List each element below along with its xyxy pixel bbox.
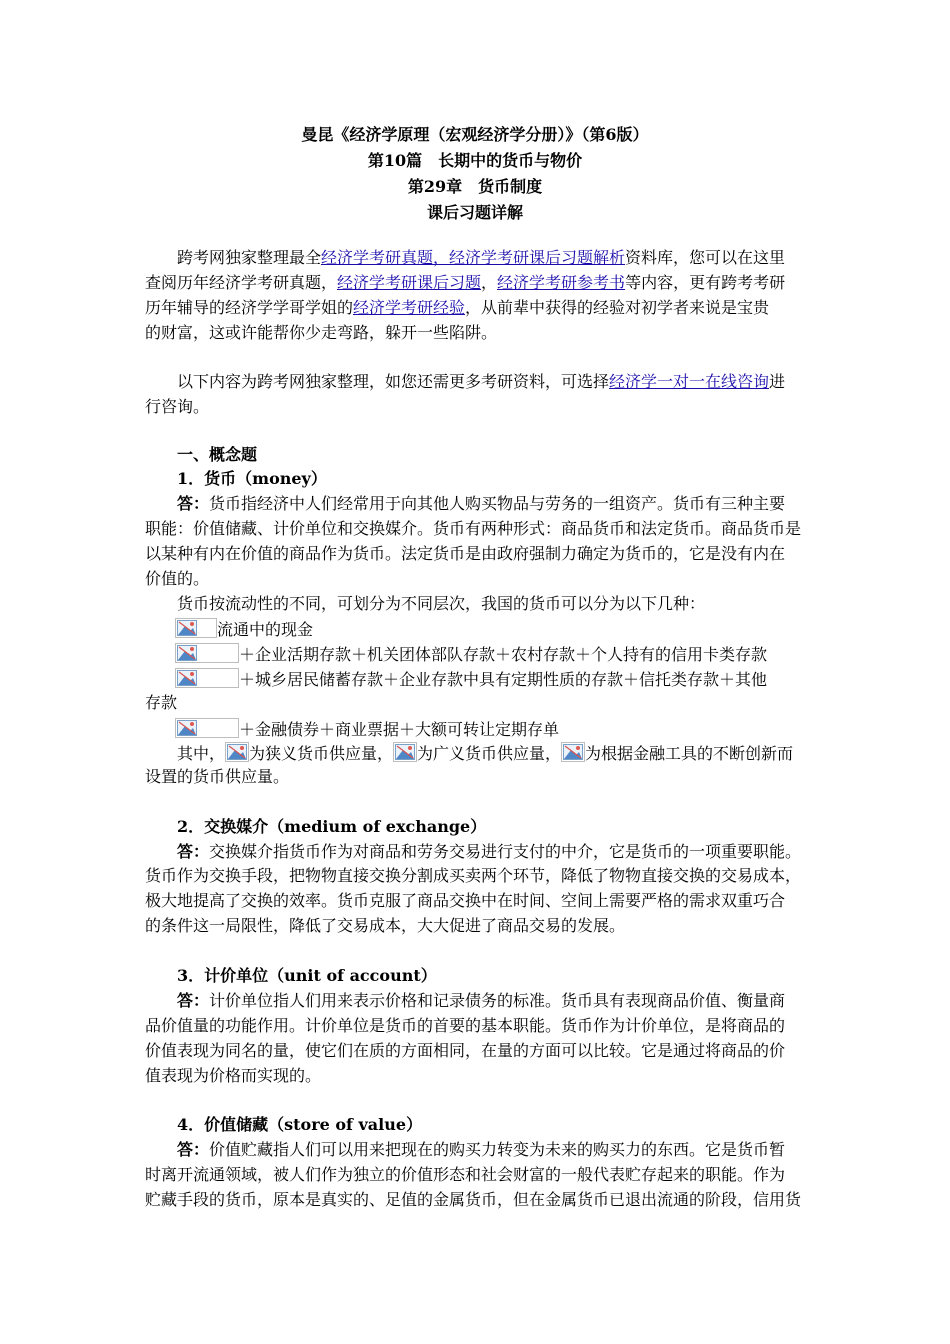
answer-line: 货币按流动性的不同，可划分为不同层次，我国的货币可以分为以下几种： bbox=[177, 594, 706, 613]
answer-line: 答：计价单位指人们用来表示价格和记录债务的标准。货币具有表现商品价值、衡量商 bbox=[177, 991, 786, 1010]
broken-image-icon bbox=[175, 718, 239, 738]
question-title: 4．价值储藏（store of value） bbox=[177, 1115, 423, 1134]
kaoyan-zhenti-link[interactable]: 经济学考研真题，经济学考研课后习题解析 bbox=[321, 248, 626, 267]
question-title: 2．交换媒介（medium of exchange） bbox=[177, 817, 487, 836]
answer-line: 贮藏手段的货币，原本是真实的、足值的金属货币，但在金属货币已退出流通的阶段，信用货 bbox=[145, 1190, 802, 1209]
doc-title: 曼昆《经济学原理（宏观经济学分册）》（第6版） bbox=[301, 125, 649, 144]
answer-line: 以某种有内在价值的商品作为货币。法定货币是由政府强制力确定为货币的，它是没有内在 bbox=[145, 544, 786, 563]
broken-image-icon bbox=[393, 742, 417, 762]
intro-line: 以下内容为跨考网独家整理，如您还需更多考研资料，可选择经济学一对一在线咨询进 bbox=[177, 372, 786, 391]
answer-line: 货币作为交换手段，把物物直接交换分割成买卖两个环节，降低了物物直接交换的交易成本， bbox=[145, 866, 802, 885]
intro-line: 历年辅导的经济学学哥学姐的经济学考研经验，从前辈中获得的经验对初学者来说是宝贵 bbox=[145, 298, 770, 317]
answer-line: 品价值量的功能作用。计价单位是货币的首要的基本职能。货币作为计价单位，是将商品的 bbox=[145, 1016, 786, 1035]
answer-line: 值表现为价格而实现的。 bbox=[145, 1066, 322, 1085]
answer-line: 价值的。 bbox=[145, 569, 210, 588]
formula-line: ＋金融债券＋商业票据＋大额可转让定期存单 bbox=[175, 718, 559, 740]
formula-line: ＋企业活期存款＋机关团体部队存款＋农村存款＋个人持有的信用卡类存款 bbox=[175, 643, 767, 665]
doc-subtitle: 课后习题详解 bbox=[426, 203, 523, 222]
answer-line: 职能：价值储藏、计价单位和交换媒介。货币有两种形式：商品货币和法定货币。商品货币是 bbox=[145, 519, 802, 538]
answer-line: 价值表现为同名的量，使它们在质的方面相同，在量的方面可以比较。它是通过将商品的价 bbox=[145, 1041, 786, 1060]
broken-image-icon bbox=[175, 643, 239, 663]
intro-line: 跨考网独家整理最全经济学考研真题，经济学考研课后习题解析资料库，您可以在这里 bbox=[177, 248, 786, 267]
broken-image-icon bbox=[175, 618, 217, 638]
answer-line: 其中， 为狭义货币供应量， 为广义货币供应量， 为根据金融工具的不断创新而 bbox=[177, 744, 794, 763]
broken-image-icon bbox=[175, 668, 239, 688]
formula-line: 存款 bbox=[145, 693, 178, 712]
question-title: 1．货币（money） bbox=[177, 469, 327, 488]
answer-line: 答：交换媒介指货币作为对商品和劳务交易进行支付的中介，它是货币的一项重要职能。 bbox=[177, 842, 802, 861]
intro-line: 行咨询。 bbox=[145, 397, 210, 416]
answer-line: 答：货币指经济中人们经常用于向其他人购买物品与劳务的一组资产。货币有三种主要 bbox=[177, 494, 786, 513]
formula-line: ＋城乡居民储蓄存款＋企业存款中具有定期性质的存款＋信托类存款＋其他 bbox=[175, 668, 767, 690]
intro-line: 查阅历年经济学考研真题，经济学考研课后习题，经济学考研参考书等内容，更有跨考考研 bbox=[145, 273, 786, 292]
answer-line: 设置的货币供应量。 bbox=[145, 767, 290, 786]
part-heading: 第10篇 长期中的货币与物价 bbox=[367, 151, 583, 170]
answer-line: 时离开流通领域，被人们作为独立的价值形态和社会财富的一般代表贮存起来的职能。作为 bbox=[145, 1165, 786, 1184]
kaoyan-jingyan-link[interactable]: 经济学考研经验 bbox=[353, 298, 466, 317]
online-consult-link[interactable]: 经济学一对一在线咨询 bbox=[609, 372, 770, 391]
kehou-xiti-link[interactable]: 经济学考研课后习题 bbox=[337, 273, 482, 292]
formula-line: 流通中的现金 bbox=[175, 618, 313, 640]
section-heading: 一、概念题 bbox=[177, 445, 258, 464]
answer-line: 的条件这一局限性，降低了交易成本，大大促进了商品交易的发展。 bbox=[145, 916, 626, 935]
cankaoshu-link[interactable]: 经济学考研参考书 bbox=[497, 273, 626, 292]
answer-line: 极大地提高了交换的效率。货币克服了商品交换中在时间、空间上需要严格的需求双重巧合 bbox=[145, 891, 786, 910]
answer-line: 答：价值贮藏指人们可以用来把现在的购买力转变为未来的购买力的东西。它是货币暂 bbox=[177, 1140, 786, 1159]
broken-image-icon bbox=[225, 742, 249, 762]
broken-image-icon bbox=[561, 742, 585, 762]
question-title: 3．计价单位（unit of account） bbox=[177, 966, 437, 985]
chapter-heading: 第29章 货币制度 bbox=[407, 177, 543, 196]
intro-line: 的财富，这或许能帮你少走弯路，躲开一些陷阱。 bbox=[145, 323, 498, 342]
